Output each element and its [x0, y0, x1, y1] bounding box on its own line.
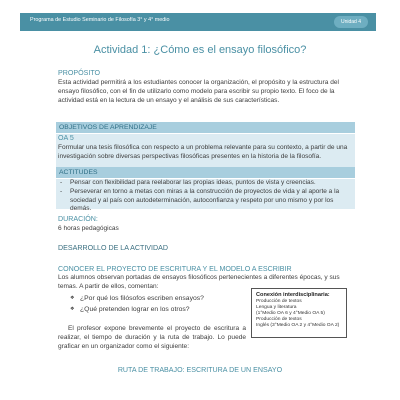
project-paragraph: El profesor expone brevemente el proyecto de escritura a realizar, el tiempo de duración y la ruta de trabajo. Lo puede graficar en un organizador como el siguiente: [58, 325, 246, 350]
purpose-heading: PROPÓSITO [58, 69, 101, 77]
interdisciplinary-line: Inglés (3°Medio OA 2 y 4°Medio OA 2) [256, 323, 340, 329]
objective-text: Formular una tesis filosófica con respecto a un problema relevante para su contexto, a partir de una investigación sobre diversas perspectivas filosóficas presentes en la historia de la filosofía. [58, 144, 348, 160]
attitude-item: - Pensar con flexibilidad para reelaborar las propias ideas, puntos de vista y creencias. [58, 179, 354, 188]
route-heading: RUTA DE TRABAJO: ESCRITURA DE UN ENSAYO [117, 366, 283, 374]
question-item: ❖ ¿Por qué los filósofos escriben ensayos? [70, 293, 204, 304]
attitude-item: - Perseverar en torno a metas con miras a la construcción de proyectos de vida y al aporte a la sociedad y al país con autodeterminación, autoconfianza y respeto por uno mismo y por los demás. [58, 188, 354, 214]
program-title: Programa de Estudio Seminario de Filosofía 3° y 4° medio [30, 17, 170, 23]
question-item: ❖ ¿Qué pretenden lograr en los otros? [70, 304, 204, 315]
duration-heading: DURACIÓN: [58, 215, 98, 223]
attitudes-list [58, 179, 354, 214]
development-heading: DESARROLLO DE LA ACTIVIDAD [58, 244, 168, 252]
duration-text: 6 horas pedagógicas [58, 225, 119, 232]
questions-list [70, 293, 204, 315]
attitudes-box-header [56, 167, 355, 178]
interdisciplinary-line: (1°Medio OA 6 y 4°Medio OA 5) [256, 311, 325, 317]
attitudes-heading: ACTITUDES [59, 169, 98, 176]
header-bar [20, 13, 376, 31]
objectives-box-header [56, 122, 355, 133]
project-intro: Los alumnos observan portadas de ensayos filosóficos pertenecientes a diferentes épocas, y sus temas. A partir de ellos, comentan: [58, 274, 340, 290]
objectives-heading: OBJETIVOS DE APRENDIZAJE [59, 124, 157, 131]
interdisciplinary-line: Producción de textos [256, 299, 302, 304]
project-heading: CONOCER EL PROYECTO DE ESCRITURA Y EL MODELO A ESCRIBIR [58, 265, 292, 273]
interdisciplinary-line: Lengua y literatura [256, 305, 297, 311]
interdisciplinary-title: Conexión interdisciplinaria: [256, 292, 330, 298]
unit-badge: Unidad 4 [334, 16, 368, 28]
interdisciplinary-line: Producción de textos [256, 317, 302, 323]
objective-code: OA 5 [58, 134, 74, 142]
purpose-text: Esta actividad permitirá a los estudiantes conocer la organización, el propósito y la estructura del ensayo filosófico, con el fin de utilizarlo como modelo para escribir su propio texto. El foco de la actividad está en la lectura de un ensayo y el análisis de sus características. [58, 79, 339, 104]
activity-title: Actividad 1: ¿Cómo es el ensayo filosófico? [93, 44, 307, 56]
interdisciplinary-box [251, 288, 347, 338]
